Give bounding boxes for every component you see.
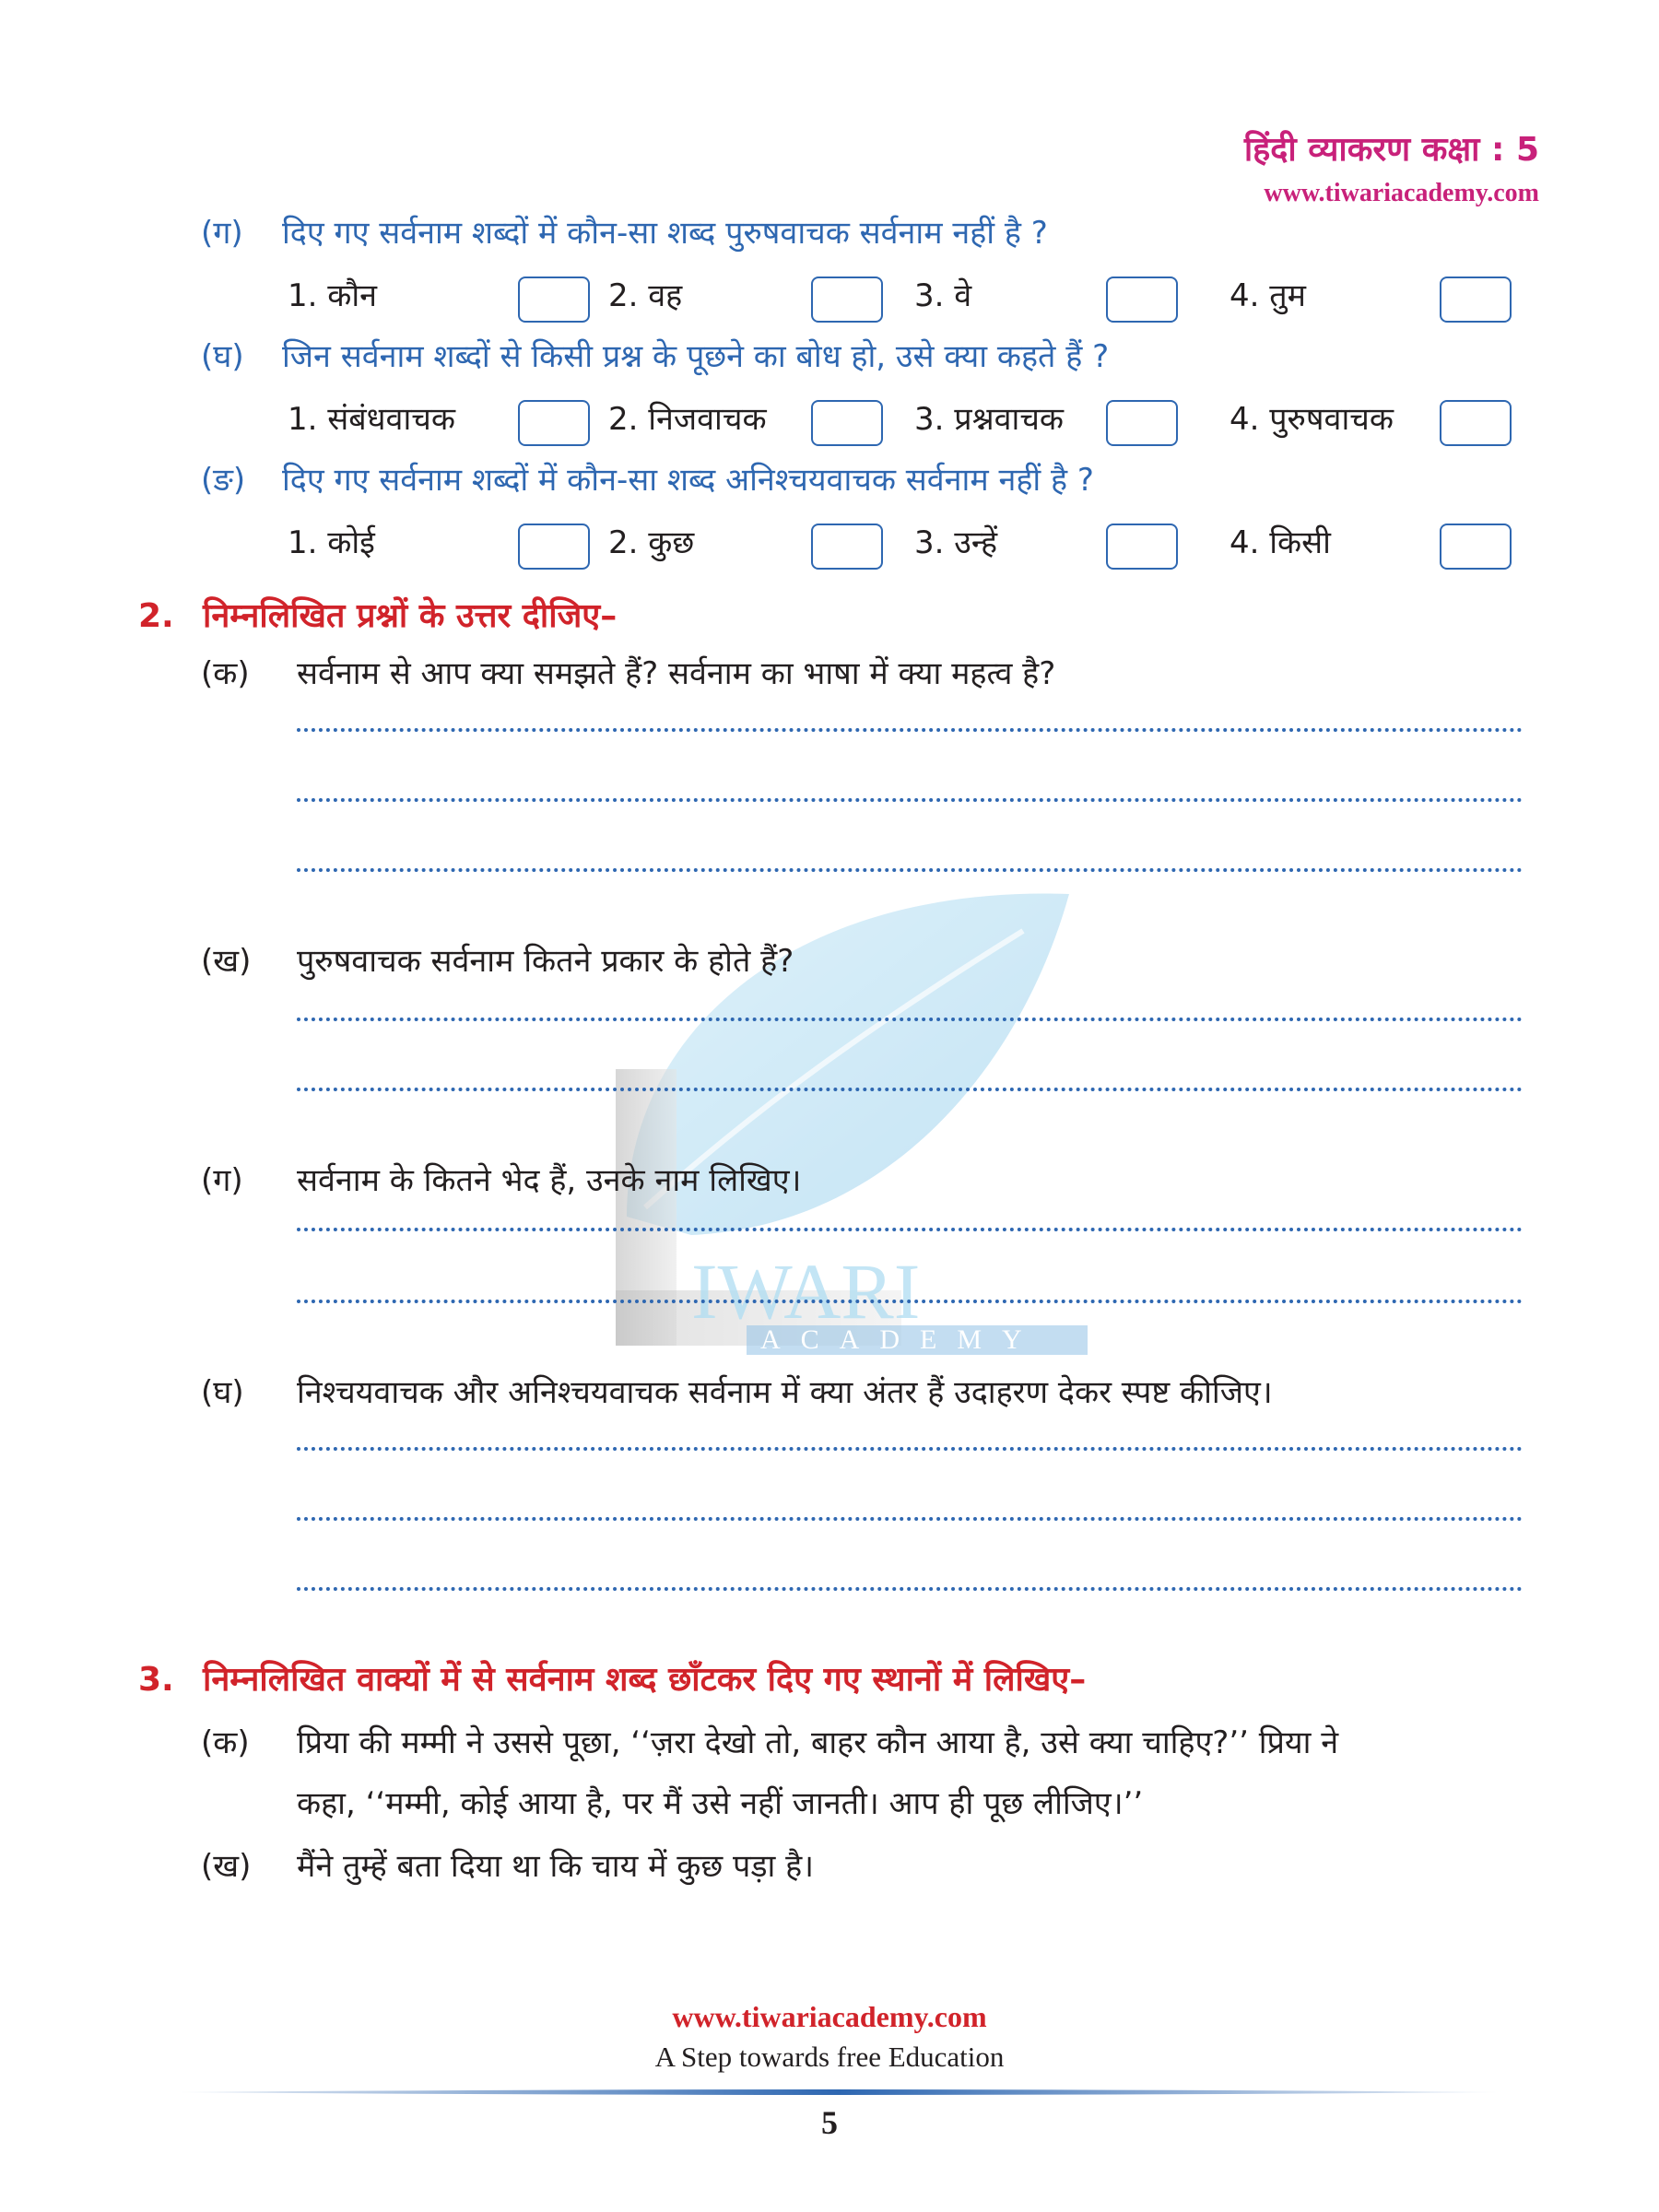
question-label: (ख): [201, 1848, 252, 1885]
answer-box[interactable]: [1106, 400, 1178, 446]
answer-line[interactable]: [297, 1018, 1523, 1021]
answer-box[interactable]: [518, 276, 590, 323]
question-text: जिन सर्वनाम शब्दों से किसी प्रश्न के पूछने का बोध हो, उसे क्या कहते हैं ?: [282, 338, 1110, 375]
answer-line[interactable]: [297, 728, 1523, 732]
section-heading: [138, 1655, 1086, 1700]
sub-question: [201, 938, 794, 981]
answer-box[interactable]: [1106, 524, 1178, 570]
answer-line[interactable]: [297, 1447, 1523, 1451]
footer-divider: [180, 2088, 1498, 2096]
footer-tagline: A Step towards free Education: [654, 2041, 1005, 2073]
question-label: (ग): [201, 215, 243, 252]
question-text: पुरुषवाचक सर्वनाम कितने प्रकार के होते हैं?: [297, 943, 794, 980]
section-number: 3.: [138, 1661, 174, 1699]
question-label: (ग): [201, 1162, 243, 1199]
question-label: (ख): [201, 943, 252, 980]
question-text: दिए गए सर्वनाम शब्दों में कौन-सा शब्द अनिश्चयवाचक सर्वनाम नहीं है ?: [282, 462, 1094, 499]
option-label: 3. प्रश्नवाचक: [914, 401, 1065, 438]
option-label: 1. कौन: [288, 277, 378, 314]
section-number: 2.: [138, 597, 174, 635]
option-label: 2. वह: [608, 277, 683, 314]
question-text: निश्चयवाचक और अनिश्चयवाचक सर्वनाम में क्या अंतर हैं उदाहरण देकर स्पष्ट कीजिए।: [297, 1374, 1273, 1411]
answer-box[interactable]: [1106, 276, 1178, 323]
answer-line[interactable]: [297, 1228, 1523, 1231]
question-text: दिए गए सर्वनाम शब्दों में कौन-सा शब्द पुरुषवाचक सर्वनाम नहीं है ?: [282, 215, 1048, 252]
answer-box[interactable]: [1440, 276, 1512, 323]
mcq-question: [201, 457, 1094, 500]
answer-line[interactable]: [297, 1300, 1523, 1303]
answer-box[interactable]: [1440, 524, 1512, 570]
question-text: सर्वनाम के कितने भेद हैं, उनके नाम लिखिए।: [297, 1162, 802, 1199]
answer-box[interactable]: [518, 524, 590, 570]
header-url[interactable]: www.tiwariacademy.com: [1264, 179, 1539, 207]
tiwari-academy-watermark: [590, 830, 1106, 1401]
option-label: 2. कुछ: [608, 524, 695, 561]
answer-box[interactable]: [811, 524, 883, 570]
answer-line[interactable]: [297, 1517, 1523, 1521]
answer-line[interactable]: [297, 798, 1523, 802]
answer-line[interactable]: [297, 1088, 1523, 1091]
option-label: 3. उन्हें: [914, 524, 998, 561]
book-title: हिंदी व्याकरण कक्षा : 5: [1243, 131, 1539, 169]
mcq-question: [201, 210, 1048, 253]
section-title: निम्नलिखित प्रश्नों के उत्तर दीजिए–: [203, 597, 618, 635]
question-text: सर्वनाम से आप क्या समझते हैं? सर्वनाम का भाषा में क्या महत्व है?: [297, 655, 1056, 692]
option-label: 2. निजवाचक: [608, 401, 767, 438]
section-title: निम्नलिखित वाक्यों में से सर्वनाम शब्द छाँटकर दिए गए स्थानों में लिखिए–: [203, 1661, 1087, 1699]
option-label: 1. कोई: [288, 524, 375, 561]
watermark-text: IWARI: [691, 1247, 921, 1335]
watermark-subtext: ACADEMY: [760, 1324, 1042, 1355]
sub-question: [201, 1158, 801, 1200]
question-text: मैंने तुम्हें बता दिया था कि चाय में कुछ पड़ा है।: [297, 1848, 815, 1885]
option-label: 4. तुम: [1230, 277, 1306, 314]
sub-question: [201, 1370, 1273, 1412]
option-label: 4. पुरुषवाचक: [1230, 401, 1394, 438]
question-label: (क): [201, 1724, 250, 1761]
question-text-continued: कहा, ‘‘मम्मी, कोई आया है, पर मैं उसे नहीं जानती। आप ही पूछ लीजिए।’’: [297, 1785, 1144, 1822]
sub-question: [201, 1843, 814, 1886]
question-label: (घ): [201, 338, 244, 375]
option-label: 3. वे: [914, 277, 972, 314]
option-label: 4. किसी: [1230, 524, 1331, 561]
mcq-question: [201, 334, 1109, 376]
answer-box[interactable]: [1440, 400, 1512, 446]
page-number: 5: [821, 2104, 838, 2141]
options-row: [0, 520, 1659, 571]
footer-url[interactable]: www.tiwariacademy.com: [672, 2000, 987, 2033]
answer-line[interactable]: [297, 868, 1523, 872]
sub-question: [201, 1720, 1338, 1762]
section-heading: [138, 592, 617, 637]
option-label: 1. संबंधवाचक: [288, 401, 455, 438]
answer-box[interactable]: [518, 400, 590, 446]
answer-box[interactable]: [811, 400, 883, 446]
answer-line[interactable]: [297, 1587, 1523, 1591]
question-label: (ङ): [201, 462, 246, 499]
question-label: (घ): [201, 1374, 244, 1411]
sub-question: [201, 651, 1055, 693]
options-row: [0, 273, 1659, 324]
question-text: प्रिया की मम्मी ने उससे पूछा, ‘‘ज़रा देखो तो, बाहर कौन आया है, उसे क्या चाहिए?’’ प्रिया ने: [297, 1724, 1339, 1761]
options-row: [0, 396, 1659, 448]
answer-box[interactable]: [811, 276, 883, 323]
question-label: (क): [201, 655, 250, 692]
